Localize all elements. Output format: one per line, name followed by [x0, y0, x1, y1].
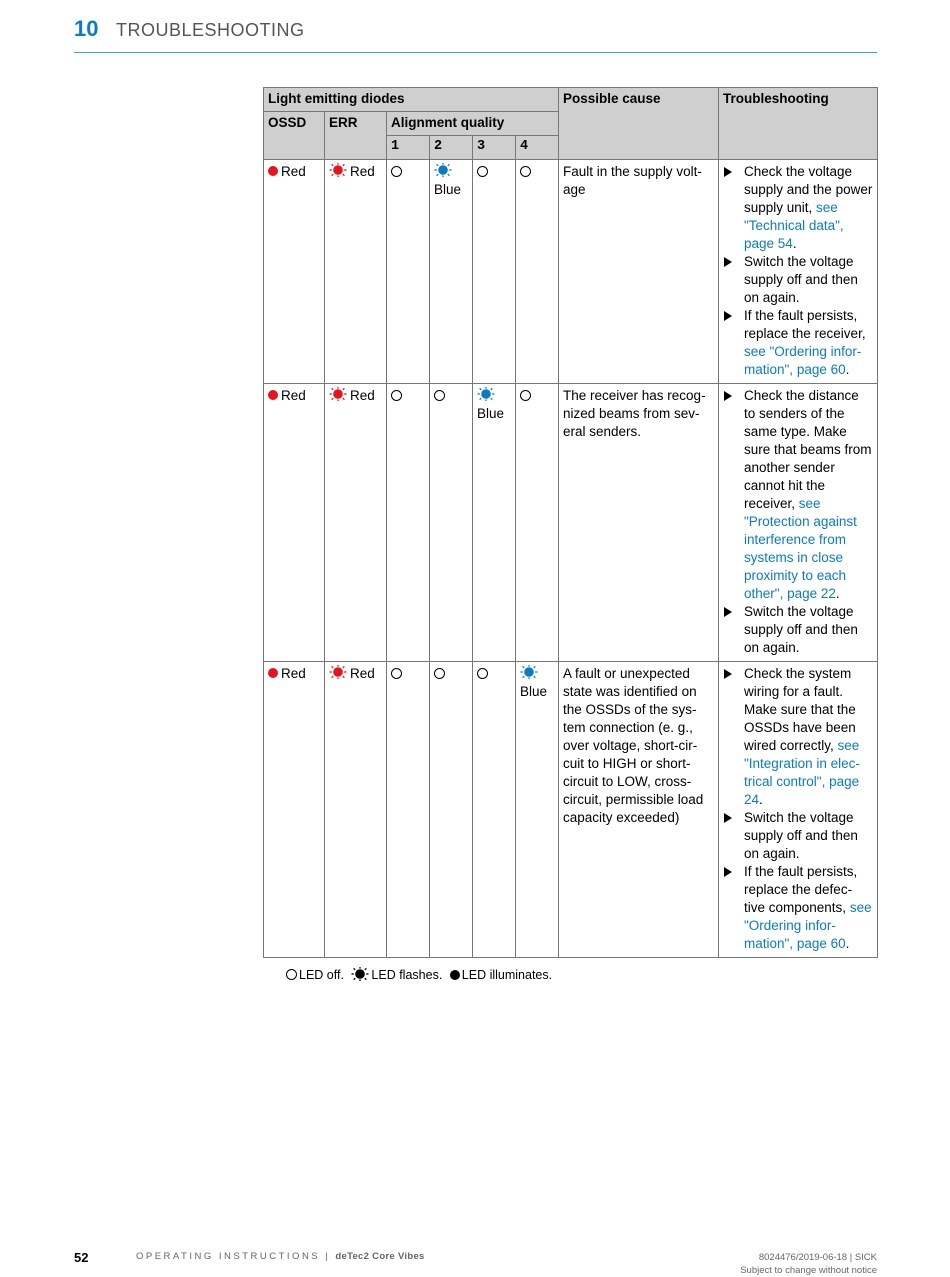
footer-document-title [136, 1251, 425, 1262]
led-flashes-icon [520, 665, 538, 679]
led-legend [286, 968, 556, 983]
header-alignment-quality: Alignment quality [387, 112, 559, 136]
cause-cell: Fault in the supply volt-age [559, 160, 719, 384]
led-flashes-icon [329, 163, 347, 177]
step-text: Check the voltage supply and the power supply unit, [744, 164, 873, 215]
step-punctuation: . [792, 236, 797, 251]
step-text: Switch the voltage supply off and then on again. [744, 810, 858, 861]
alignment-cell-1 [387, 662, 430, 958]
ossd-state: Red [281, 666, 306, 681]
alignment-cell-2 [430, 160, 473, 384]
bullet-arrow-icon [724, 257, 732, 267]
cross-reference-link[interactable]: see "Technical data", page 54 [744, 200, 844, 251]
led-illuminates-icon [450, 970, 460, 980]
led-flashes-icon [329, 387, 347, 401]
chapter-title: TROUBLESHOOTING [116, 20, 305, 40]
bullet-arrow-icon [724, 391, 732, 401]
legend-off: LED off. [299, 968, 344, 982]
header-led-group: Light emitting diodes [264, 88, 559, 112]
alignment-cell-3 [473, 384, 516, 662]
bullet-arrow-icon [724, 669, 732, 679]
step-punctuation: . [845, 362, 850, 377]
alignment-cell-3 [473, 160, 516, 384]
step-item [723, 809, 873, 863]
steps-list [723, 387, 873, 657]
table-row [264, 384, 878, 662]
step-item [723, 163, 873, 253]
step-item [723, 665, 873, 809]
led-off-icon [434, 390, 445, 401]
footer-separator: | [325, 1251, 331, 1262]
step-text: If the fault persists, replace the receiver, [744, 308, 866, 341]
step-item [723, 603, 873, 657]
step-punctuation: . [835, 586, 840, 601]
ossd-state: Red [281, 164, 306, 179]
header-alignment-3: 3 [473, 136, 516, 160]
bullet-arrow-icon [724, 167, 732, 177]
bullet-arrow-icon [724, 607, 732, 617]
alignment-cell-3 [473, 662, 516, 958]
err-state: Red [350, 666, 375, 681]
step-item [723, 863, 873, 953]
led-flashes-icon [477, 387, 495, 401]
chapter-number: 10 [74, 16, 99, 41]
steps-cell [719, 384, 878, 662]
header-err: ERR [325, 112, 387, 160]
alignment-cell-4 [516, 384, 559, 662]
led-off-icon [477, 668, 488, 679]
cross-reference-link[interactable]: see "Ordering infor-mation", page 60 [744, 900, 872, 951]
alignment-state: Blue [477, 406, 505, 421]
step-text: Switch the voltage supply off and then on again. [744, 254, 858, 305]
table-row [264, 160, 878, 384]
cross-reference-link[interactable]: see "Protection against interference from systems in close proximity to each other", page 22 [744, 496, 857, 601]
ossd-cell [264, 384, 325, 662]
header-alignment-1: 1 [387, 136, 430, 160]
err-cell [325, 662, 387, 958]
ossd-state: Red [281, 388, 306, 403]
alignment-cell-1 [387, 384, 430, 662]
footer-right [740, 1251, 877, 1277]
bullet-arrow-icon [724, 813, 732, 823]
led-off-icon [520, 166, 531, 177]
ossd-cell [264, 160, 325, 384]
footer-doc-ref: 8024476/2019-06-18 | SICK [758, 1252, 877, 1263]
footer-doc-type: OPERATING INSTRUCTIONS [136, 1251, 321, 1262]
step-text: If the fault persists, replace the defec-tive components, [744, 864, 858, 915]
step-item [723, 387, 873, 603]
step-text: Check the distance to senders of the same type. Make sure that beams from another sender cannot hit the receiver, [744, 388, 872, 511]
bullet-arrow-icon [724, 311, 732, 321]
page-number: 52 [74, 1250, 89, 1265]
cross-reference-link[interactable]: see "Integration in elec-trical control", page 24 [744, 738, 860, 807]
step-text: Check the system wiring for a fault. Make sure that the OSSDs have been wired correctly, [744, 666, 856, 753]
header-alignment-2: 2 [430, 136, 473, 160]
led-flashes-icon [351, 967, 369, 981]
led-flashes-icon [329, 665, 347, 679]
err-state: Red [350, 164, 375, 179]
legend-illuminates: LED illuminates. [461, 968, 553, 982]
cause-cell: A fault or unexpected state was identified on the OSSDs of the sys-tem connection (e. g., over voltage, short-cir-cuit to HIGH or short-circuit to LOW, cross-circuit, permissible load capacity exceeded) [559, 662, 719, 958]
err-state: Red [350, 388, 375, 403]
header-ossd: OSSD [264, 112, 325, 160]
step-punctuation: . [845, 936, 850, 951]
alignment-cell-4 [516, 662, 559, 958]
step-punctuation: . [759, 792, 763, 807]
troubleshooting-table [263, 87, 878, 958]
led-illuminates-icon [268, 166, 278, 176]
alignment-state: Blue [520, 684, 548, 699]
legend-flashes: LED flashes. [371, 968, 443, 982]
cross-reference-link[interactable]: see "Ordering infor-mation", page 60 [744, 344, 862, 377]
led-off-icon [391, 166, 402, 177]
bullet-arrow-icon [724, 867, 732, 877]
err-cell [325, 384, 387, 662]
led-off-icon [434, 668, 445, 679]
step-item [723, 307, 873, 379]
header-possible-cause: Possible cause [559, 88, 719, 160]
cause-cell: The receiver has recog-nized beams from sev-eral senders. [559, 384, 719, 662]
page-header [74, 14, 877, 53]
steps-cell [719, 662, 878, 958]
steps-list [723, 163, 873, 379]
header-alignment-4: 4 [516, 136, 559, 160]
footer-product: deTec2 Core Vibes [335, 1251, 425, 1262]
led-off-icon [477, 166, 488, 177]
led-illuminates-icon [268, 668, 278, 678]
err-cell [325, 160, 387, 384]
alignment-cell-2 [430, 384, 473, 662]
led-flashes-icon [434, 163, 452, 177]
led-off-icon [391, 390, 402, 401]
alignment-cell-1 [387, 160, 430, 384]
footer-notice: Subject to change without notice [740, 1265, 877, 1276]
alignment-cell-4 [516, 160, 559, 384]
ossd-cell [264, 662, 325, 958]
steps-cell [719, 160, 878, 384]
alignment-cell-2 [430, 662, 473, 958]
led-illuminates-icon [268, 390, 278, 400]
steps-list [723, 665, 873, 953]
led-off-icon [520, 390, 531, 401]
step-text: Switch the voltage supply off and then on again. [744, 604, 858, 655]
header-troubleshooting: Troubleshooting [719, 88, 878, 160]
alignment-state: Blue [434, 182, 462, 197]
table-row [264, 662, 878, 958]
step-item [723, 253, 873, 307]
led-off-icon [391, 668, 402, 679]
led-off-icon [286, 969, 297, 980]
